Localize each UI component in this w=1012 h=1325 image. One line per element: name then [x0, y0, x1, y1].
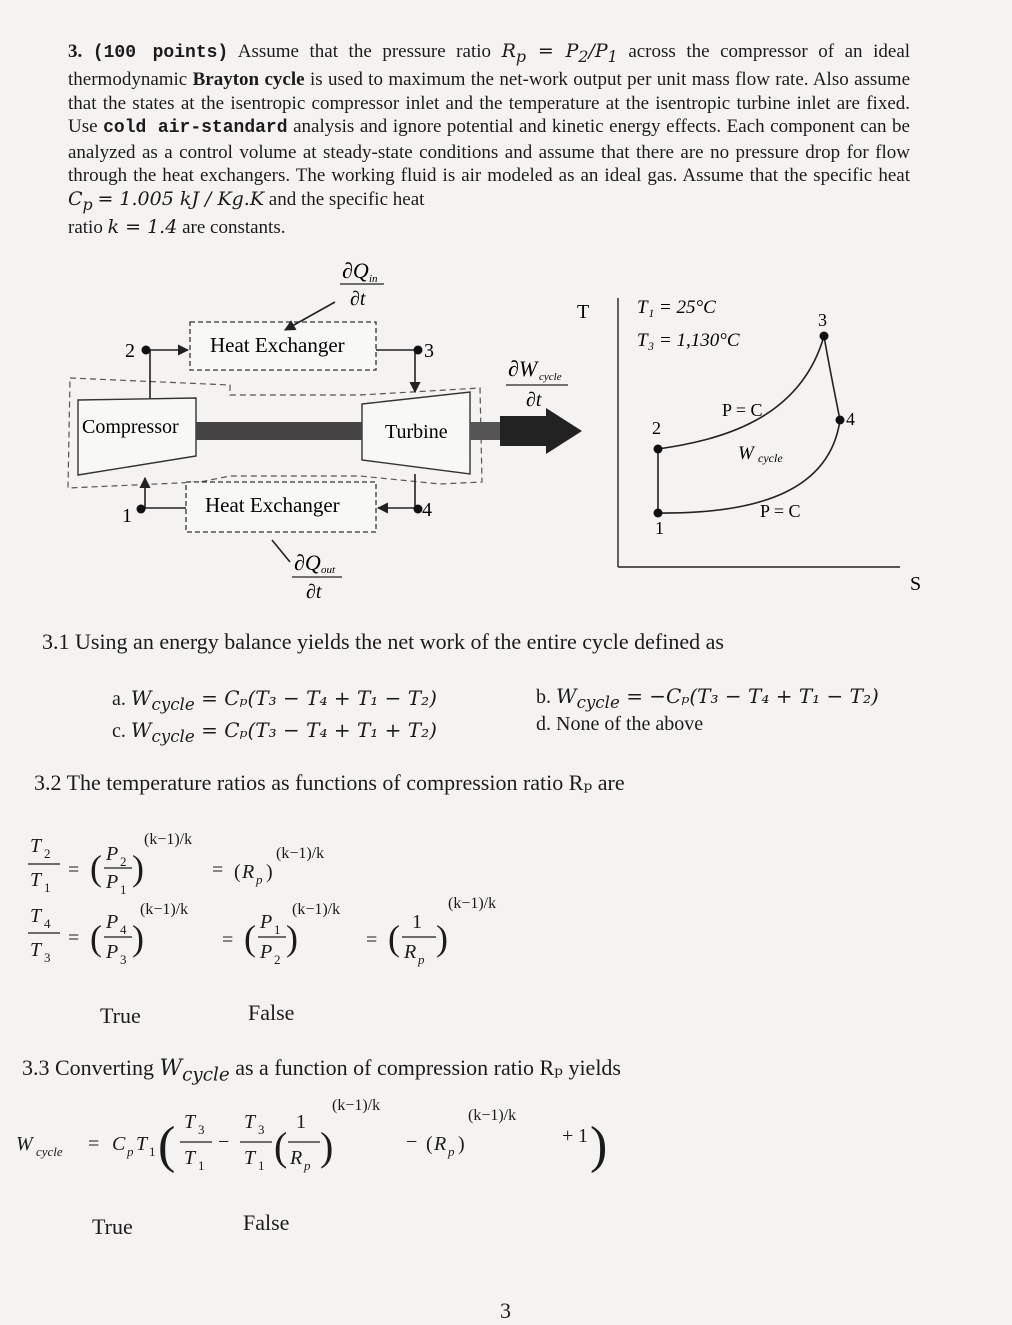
state-1-label: 1 [122, 505, 132, 527]
ts-point-2: 2 [652, 418, 661, 438]
heat-exchanger-bottom-label: Heat Exchanger [205, 493, 340, 517]
q33-exp-1: (k−1)/k [332, 1097, 381, 1114]
process-4-1 [658, 420, 840, 513]
statement-text-1: Assume that the pressure ratio [237, 41, 491, 62]
svg-text:R: R [290, 1147, 303, 1169]
svg-text:P: P [106, 911, 119, 933]
cp-value: = 1.005 kJ / Kg.K [97, 187, 265, 210]
cold-air-term: cold air-standard [103, 118, 288, 139]
q31-option-a[interactable]: a. $W_{cycle} = C_p(T_3 - T_4 + T_1 - T_2)$ [112, 686, 437, 714]
svg-text:2: 2 [44, 846, 51, 861]
svg-text:∂Q: ∂Q [342, 258, 369, 283]
isobar-bottom-label: P = C [760, 501, 801, 521]
svg-text:P: P [106, 871, 119, 893]
svg-text:(: ( [90, 848, 102, 888]
svg-text:): ) [458, 1133, 465, 1155]
process-2-3 [658, 336, 824, 449]
t1-value: T₁ = 25°C [637, 297, 716, 318]
svg-text:): ) [132, 848, 144, 888]
svg-text:−: − [406, 1131, 418, 1153]
work-output-arrow [500, 408, 582, 454]
svg-text:T: T [30, 835, 42, 857]
svg-text:=: = [88, 1133, 100, 1155]
svg-text:1: 1 [578, 1125, 588, 1147]
svg-text:T: T [30, 939, 42, 961]
svg-text:cycle: cycle [36, 1144, 63, 1159]
svg-text:(: ( [244, 918, 256, 958]
svg-text:1: 1 [44, 880, 51, 895]
statement-text-3: is used to maximum the net-work output per unit mass flow rate. Also assume that the states at the isentropic compressor inlet and the temperature at the isentropic turbine inlet are fixed. Use [68, 69, 911, 138]
svg-text:): ) [436, 918, 448, 958]
compressor [78, 398, 196, 475]
svg-text:): ) [590, 1117, 608, 1174]
heat-exchanger-bottom [186, 482, 376, 532]
svg-text:4: 4 [44, 916, 51, 931]
statement-text-7: are constants. [182, 217, 286, 239]
s-axis-label: S [910, 573, 922, 595]
svg-text:(: ( [158, 1117, 176, 1174]
heat-out-rate [292, 550, 342, 603]
svg-text:P: P [106, 941, 119, 963]
q32-equations [20, 822, 580, 972]
q31-title: 3.1 Using an energy balance yields the net work of the entire cycle defined as [42, 629, 724, 654]
svg-text:∂W: ∂W [508, 356, 538, 381]
problem-number: 3. [68, 41, 83, 62]
svg-text:p: p [448, 1144, 455, 1159]
ts-point-4: 4 [846, 409, 855, 429]
svg-text:=: = [212, 859, 224, 881]
svg-text:p: p [304, 1158, 311, 1173]
svg-text:=: = [68, 859, 80, 881]
brayton-diagrams [0, 0, 1012, 620]
svg-text:∂t: ∂t [306, 581, 322, 603]
svg-text:1: 1 [120, 882, 127, 897]
q31-option-c[interactable]: c. $W_{cycle} = C_p(T_3 - T_4 + T_1 + T_2)$ [112, 718, 437, 746]
svg-text:1: 1 [258, 1158, 265, 1173]
svg-text:T: T [244, 1111, 256, 1133]
svg-text:3: 3 [120, 952, 127, 967]
svg-text:4: 4 [120, 922, 127, 937]
q31-option-d[interactable]: d. None of the above [536, 713, 704, 735]
pressure-ratio-def: $R_p = P_2/P_1$ [501, 40, 618, 66]
isobar-top-label: P = C [722, 400, 763, 420]
cp-symbol: $C_p$ [68, 187, 93, 214]
q31-option-b[interactable]: b. $W_{cycle} = -C_p(T_3 - T_4 + T_1 - T_2)$ [536, 684, 879, 712]
statement-text-4: analysis and ignore potential and kinetic energy effects. Each component can be analyzed as a control volume at steady-state conditions and assume that there are no pressure drop for flow through the heat exchangers. The working fluid is air modeled as an ideal gas. Assume that the specific heat [68, 116, 910, 187]
svg-text:(: ( [388, 918, 400, 958]
svg-text:in: in [369, 273, 378, 285]
statement-text-6: ratio [68, 217, 103, 239]
state-2-label: 2 [125, 340, 135, 362]
svg-text:p: p [127, 1144, 134, 1159]
svg-text:cycle: cycle [758, 451, 783, 465]
svg-text:−: − [218, 1131, 230, 1153]
problem-points: (100 points) [92, 43, 229, 63]
q32-title: 3.2 The temperature ratios as functions of compression ratio Rₚ are [34, 770, 625, 795]
svg-text:+: + [562, 1125, 574, 1147]
svg-text:C: C [112, 1133, 126, 1155]
statement-text-5: and the specific heat [268, 188, 425, 210]
svg-text:T: T [30, 905, 42, 927]
svg-text:): ) [320, 1124, 334, 1169]
svg-text:cycle: cycle [539, 371, 562, 383]
svg-text:R: R [242, 861, 255, 883]
heat-exchanger-top-label: Heat Exchanger [210, 333, 345, 357]
svg-text:R: R [404, 941, 417, 963]
heat-in-rate [340, 258, 384, 310]
svg-text:T: T [184, 1147, 196, 1169]
brayton-cycle-term: Brayton cycle [192, 69, 305, 91]
svg-text:1: 1 [198, 1158, 205, 1173]
q32-exp-4: (k−1)/k [292, 901, 341, 918]
svg-text:P: P [106, 843, 119, 865]
q32-true-option[interactable]: True [100, 1003, 141, 1028]
svg-text:p: p [256, 872, 263, 887]
svg-text:3: 3 [198, 1122, 205, 1137]
state-3-label: 3 [424, 340, 434, 362]
q32-exp-1: (k−1)/k [144, 831, 193, 848]
svg-text:2: 2 [120, 854, 127, 869]
page-number: 3 [500, 1298, 511, 1323]
q33-title: 3.3 Converting $W_{cycle}$ as a function of compression ratio Rₚ yields [22, 1055, 621, 1086]
k-value: k = 1.4 [107, 216, 178, 239]
svg-text:): ) [286, 918, 298, 958]
svg-text:(: ( [426, 1133, 433, 1155]
svg-text:T: T [136, 1133, 148, 1155]
svg-text:∂t: ∂t [526, 389, 542, 411]
q33-equation [10, 1088, 650, 1198]
svg-text:P: P [260, 941, 273, 963]
turbine-label: Turbine [385, 421, 448, 443]
svg-text:1: 1 [149, 1144, 156, 1159]
t3-value: T₃ = 1,130°C [637, 330, 740, 351]
svg-text:T: T [244, 1147, 256, 1169]
svg-text:∂t: ∂t [350, 288, 366, 310]
ts-wcycle: W [738, 443, 754, 464]
heat-exchanger-top [190, 322, 376, 370]
svg-text:1: 1 [412, 911, 422, 933]
svg-text:∂Q: ∂Q [294, 550, 321, 575]
svg-text:W: W [16, 1133, 33, 1155]
svg-text:=: = [222, 929, 234, 951]
ts-diagram [577, 297, 921, 595]
svg-text:2: 2 [274, 952, 281, 967]
svg-text:p: p [418, 952, 425, 967]
svg-text:P: P [260, 911, 273, 933]
ts-point-1: 1 [655, 518, 664, 538]
q33-true-option[interactable]: True [92, 1214, 133, 1239]
state-4-label: 4 [422, 499, 432, 521]
compressor-label: Compressor [82, 416, 179, 438]
svg-text:(: ( [274, 1124, 288, 1169]
q32-exp-3: (k−1)/k [140, 901, 189, 918]
q32-exp-2: (k−1)/k [276, 845, 325, 862]
svg-text:): ) [132, 918, 144, 958]
process-3-4 [824, 336, 840, 420]
svg-text:out: out [321, 564, 336, 576]
svg-text:R: R [434, 1133, 447, 1155]
turbine [362, 392, 470, 474]
t-axis-label: T [577, 301, 590, 323]
svg-text:3: 3 [258, 1122, 265, 1137]
svg-text:=: = [366, 929, 378, 951]
svg-text:(: ( [90, 918, 102, 958]
q32-false-option[interactable]: False [248, 1000, 295, 1025]
work-rate [506, 356, 568, 411]
q33-exp-2: (k−1)/k [468, 1107, 517, 1124]
statement-text-2: across the compressor of an ideal thermodynamic [68, 41, 911, 91]
svg-text:): ) [266, 861, 273, 883]
svg-text:T: T [184, 1111, 196, 1133]
svg-text:1: 1 [274, 922, 281, 937]
svg-text:1: 1 [296, 1111, 306, 1133]
svg-text:T: T [30, 869, 42, 891]
q32-exp-5: (k−1)/k [448, 895, 497, 912]
ts-point-3: 3 [818, 310, 827, 330]
svg-text:(: ( [234, 861, 241, 883]
svg-text:=: = [68, 927, 80, 949]
q33-false-option[interactable]: False [243, 1210, 290, 1235]
svg-text:3: 3 [44, 950, 51, 965]
